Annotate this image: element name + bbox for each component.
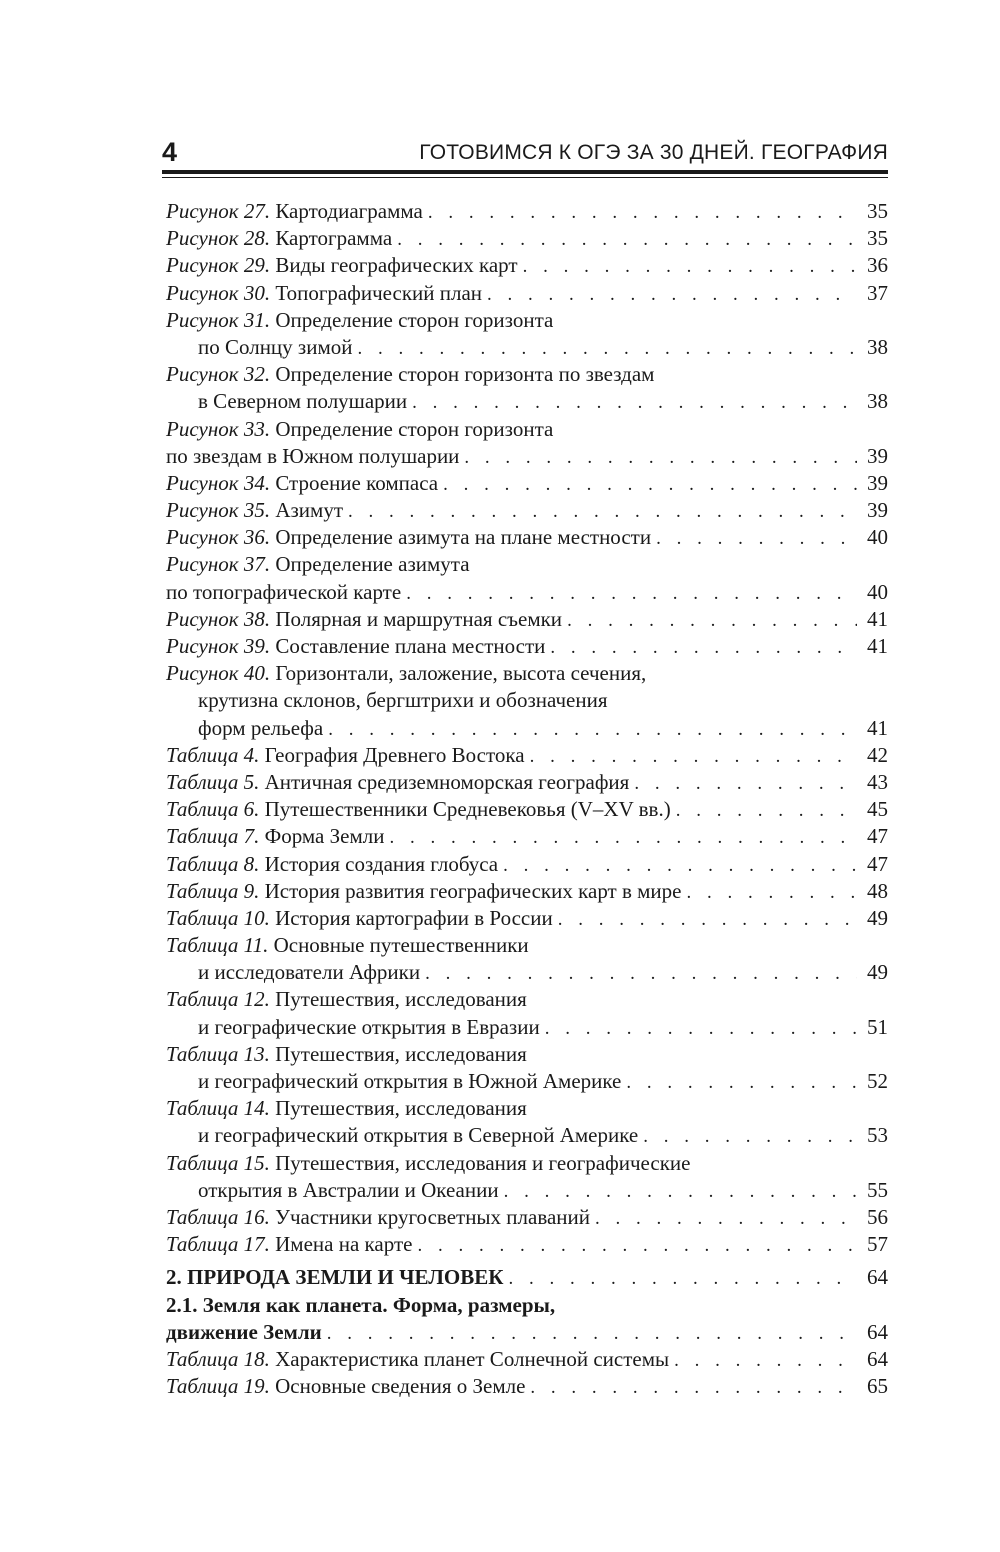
toc-entry-text: Путешествия, исследования bbox=[269, 987, 527, 1012]
toc-entry-text: Характеристика планет Солнечной системы bbox=[269, 1346, 670, 1371]
toc-entry-text: и исследователи Африки bbox=[198, 960, 421, 985]
toc-entry-label: Рисунок 31. bbox=[166, 307, 271, 332]
toc-entry-text: Составление плана местности bbox=[270, 634, 546, 658]
toc-entry-label: Рисунок 33. bbox=[166, 416, 271, 441]
toc-entry-label: Рисунок 30. bbox=[166, 280, 271, 305]
toc-page-number: 39 bbox=[867, 443, 888, 468]
toc-entry-title bbox=[166, 497, 343, 524]
toc-entry-text: Определение сторон горизонта bbox=[270, 416, 554, 441]
toc-entry-text: Определение сторон горизонта по звездам bbox=[270, 362, 655, 387]
toc-entry-title bbox=[198, 1177, 499, 1204]
toc-entry-text: Топографический план bbox=[270, 280, 483, 305]
toc-entry-title bbox=[166, 416, 553, 443]
toc-entry-label: Таблица 11. bbox=[166, 933, 269, 958]
toc-entry-text: История создания глобуса bbox=[259, 851, 499, 876]
toc-entry-text: Античная средиземноморская география bbox=[259, 769, 630, 794]
toc-entry-text: Путешествия, исследования и географические bbox=[269, 1150, 691, 1175]
toc-entry-title bbox=[198, 687, 607, 714]
toc-entry-title bbox=[166, 1346, 669, 1373]
toc-leader-dots bbox=[417, 1232, 857, 1259]
toc-entry-text: по топографической карте bbox=[166, 579, 402, 604]
toc-page-number: 40 bbox=[867, 525, 888, 550]
toc-page-number: 45 bbox=[867, 797, 888, 822]
toc-entry bbox=[166, 416, 888, 443]
toc-entry bbox=[166, 823, 888, 850]
toc-entry bbox=[166, 1292, 888, 1319]
toc-entry bbox=[166, 1231, 888, 1258]
toc-entry-text: крутизна склонов, бергштрихи и обозначения bbox=[198, 688, 608, 713]
toc-entry-title bbox=[166, 769, 629, 796]
toc-leader-dots bbox=[567, 607, 857, 634]
toc-entry-title bbox=[166, 606, 562, 633]
toc-entry bbox=[166, 932, 888, 959]
toc-entry-title bbox=[198, 1068, 621, 1095]
toc-page-number: 35 bbox=[867, 199, 888, 223]
toc-entry bbox=[166, 361, 888, 388]
toc-leader-dots bbox=[328, 716, 857, 743]
toc-entry-text: форм рельефа bbox=[198, 715, 324, 740]
toc-leader-dots bbox=[389, 824, 857, 851]
toc-leader-dots bbox=[530, 743, 857, 770]
toc-entry-title bbox=[166, 932, 529, 959]
toc-entry bbox=[166, 1068, 888, 1095]
toc-leader-dots bbox=[558, 906, 857, 933]
toc-entry bbox=[166, 660, 888, 687]
toc-entry-text: Виды географических карт bbox=[270, 253, 518, 278]
toc-entry-title bbox=[166, 986, 527, 1013]
toc-entry-title bbox=[166, 1041, 527, 1068]
toc-entry-title bbox=[166, 470, 438, 497]
toc-entry-label: Таблица 7. bbox=[166, 824, 260, 849]
toc-page-number: 37 bbox=[867, 280, 888, 305]
toc-entry-label: Таблица 10. bbox=[166, 905, 270, 930]
toc-entry bbox=[166, 905, 888, 932]
toc-page-number: 39 bbox=[867, 498, 888, 523]
toc-leader-dots bbox=[676, 797, 857, 824]
toc-page-number: 36 bbox=[867, 253, 888, 278]
toc-page-number: 38 bbox=[867, 334, 888, 359]
toc-entry bbox=[166, 687, 888, 714]
toc-entry-label: Рисунок 29. bbox=[166, 253, 271, 278]
toc-page-number: 49 bbox=[867, 960, 888, 985]
toc-leader-dots bbox=[595, 1205, 857, 1232]
toc-entry-title bbox=[166, 307, 553, 334]
toc-entry-title bbox=[166, 252, 518, 279]
toc-entry-title bbox=[198, 334, 353, 361]
toc-entry-title bbox=[166, 280, 482, 307]
toc-leader-dots bbox=[464, 444, 857, 471]
toc-page-number: 35 bbox=[867, 226, 888, 251]
toc-entry-label: Рисунок 38. bbox=[166, 606, 271, 631]
toc-page-number: 64 bbox=[867, 1319, 888, 1344]
toc-leader-dots bbox=[674, 1347, 857, 1374]
toc-entry bbox=[166, 1319, 888, 1346]
toc-entry-title bbox=[198, 388, 407, 415]
toc-entry-title bbox=[166, 1264, 503, 1291]
toc-leader-dots bbox=[626, 1069, 857, 1096]
toc-page-number: 56 bbox=[867, 1204, 888, 1229]
toc-leader-dots bbox=[550, 634, 857, 661]
toc-entry bbox=[166, 1346, 888, 1373]
toc-entry bbox=[166, 497, 888, 524]
toc-entry-text: открытия в Австралии и Океании bbox=[198, 1177, 499, 1202]
toc-page-number: 40 bbox=[867, 579, 888, 604]
toc-entry-text: движение Земли bbox=[166, 1319, 322, 1344]
toc-entry-text: Азимут bbox=[270, 498, 343, 523]
toc-entry-title bbox=[166, 198, 423, 225]
toc-page-number: 41 bbox=[867, 715, 888, 740]
toc-entry-text: Путешествия, исследования bbox=[269, 1041, 527, 1066]
toc-entry bbox=[166, 388, 888, 415]
toc-entry-text: История картографии в России bbox=[269, 905, 553, 930]
toc-entry bbox=[166, 280, 888, 307]
toc-entry-title bbox=[166, 443, 459, 470]
toc-page-number: 43 bbox=[867, 769, 888, 794]
toc-page-number: 64 bbox=[867, 1265, 888, 1290]
toc-entry bbox=[166, 470, 888, 497]
toc-entry-label: Таблица 19. bbox=[166, 1374, 270, 1399]
toc-entry-title bbox=[166, 660, 646, 687]
toc-entry-label: Таблица 9. bbox=[166, 878, 260, 903]
toc-page-number: 49 bbox=[867, 905, 888, 930]
toc-entry bbox=[166, 307, 888, 334]
toc-page-number: 64 bbox=[867, 1346, 888, 1371]
toc-entry bbox=[166, 1177, 888, 1204]
toc-entry bbox=[166, 742, 888, 769]
toc-entry-text: Участники кругосветных плаваний bbox=[269, 1204, 591, 1229]
toc-entry-title bbox=[166, 579, 401, 606]
toc-entry-label: Рисунок 37. bbox=[166, 552, 271, 577]
toc-entry-title bbox=[198, 715, 323, 742]
toc-page-number: 55 bbox=[867, 1177, 888, 1202]
toc-entry-title bbox=[166, 823, 384, 850]
toc-entry-label: Таблица 12. bbox=[166, 987, 270, 1012]
toc-page-number: 52 bbox=[867, 1069, 888, 1093]
toc-entry bbox=[166, 443, 888, 470]
toc-leader-dots bbox=[412, 389, 857, 416]
toc-entry bbox=[166, 1204, 888, 1231]
toc-entry bbox=[166, 551, 888, 578]
toc-entry-label: Рисунок 34. bbox=[166, 470, 271, 495]
toc-entry-label: Таблица 5. bbox=[166, 769, 260, 794]
toc-entry-text: 2.1. Земля как планета. Форма, размеры, bbox=[166, 1292, 556, 1317]
toc-entry-label: Таблица 17. bbox=[166, 1232, 270, 1257]
toc-leader-dots bbox=[428, 199, 857, 226]
toc-entry bbox=[166, 198, 888, 225]
toc-entry-title bbox=[198, 1014, 540, 1041]
toc-entry-text: и географический открытия в Северной Америке bbox=[198, 1123, 639, 1148]
toc-leader-dots bbox=[643, 1123, 857, 1150]
toc-entry-title bbox=[166, 851, 498, 878]
page-header bbox=[162, 135, 888, 171]
toc-entry-title bbox=[166, 1319, 322, 1346]
running-title: ГОТОВИМСЯ К ОГЭ ЗА 30 ДНЕЙ. ГЕОГРАФИЯ bbox=[419, 141, 888, 164]
toc-entry-text: по звездам в Южном полушарии bbox=[166, 443, 460, 468]
toc-entry-text: История развития географических карт в мире bbox=[259, 878, 682, 903]
toc-entry-text: Картограмма bbox=[270, 226, 393, 251]
toc-leader-dots bbox=[686, 879, 857, 906]
toc-entry-text: Полярная и маршрутная съемки bbox=[270, 606, 563, 631]
toc-leader-dots bbox=[443, 471, 857, 498]
toc-entry-label: Таблица 4. bbox=[166, 742, 260, 767]
toc-entry-text: Путешественники Средневековья (V–XV вв.) bbox=[259, 797, 671, 822]
toc-entry-text: и географический открытия в Южной Америке bbox=[198, 1069, 622, 1093]
toc-entry-text: Форма Земли bbox=[259, 824, 385, 849]
toc-entry-title bbox=[166, 1095, 527, 1122]
table-of-contents bbox=[166, 198, 888, 1400]
toc-leader-dots bbox=[503, 852, 857, 879]
toc-entry-label: Таблица 6. bbox=[166, 797, 260, 822]
toc-entry-text: 2. ПРИРОДА ЗЕМЛИ И ЧЕЛОВЕК bbox=[166, 1265, 504, 1290]
toc-entry-title bbox=[166, 1292, 555, 1319]
toc-page-number: 57 bbox=[867, 1232, 888, 1257]
toc-leader-dots bbox=[348, 498, 857, 525]
toc-entry-text: Путешествия, исследования bbox=[269, 1096, 527, 1121]
toc-entry-text: Картодиаграмма bbox=[270, 199, 423, 223]
toc-entry bbox=[166, 986, 888, 1013]
toc-entry bbox=[166, 225, 888, 252]
toc-page-number: 42 bbox=[867, 742, 888, 767]
toc-entry-text: и географические открытия в Евразии bbox=[198, 1014, 540, 1039]
toc-entry-title bbox=[166, 225, 392, 252]
toc-entry bbox=[166, 334, 888, 361]
toc-page-number: 38 bbox=[867, 389, 888, 414]
toc-page-number: 65 bbox=[867, 1374, 888, 1399]
toc-page-number: 41 bbox=[867, 634, 888, 658]
toc-page-number: 41 bbox=[867, 606, 888, 631]
toc-page-number: 47 bbox=[867, 824, 888, 849]
toc-entry-text: в Северном полушарии bbox=[198, 389, 408, 414]
toc-entry bbox=[166, 252, 888, 279]
toc-entry bbox=[166, 1122, 888, 1149]
toc-entry bbox=[166, 959, 888, 986]
toc-entry-label: Таблица 16. bbox=[166, 1204, 270, 1229]
toc-entry bbox=[166, 796, 888, 823]
toc-leader-dots bbox=[358, 335, 858, 362]
toc-entry-title bbox=[166, 742, 525, 769]
toc-entry-title bbox=[166, 1373, 525, 1400]
toc-entry-text: по Солнцу зимой bbox=[198, 334, 353, 359]
toc-entry-text: Горизонтали, заложение, высота сечения, bbox=[270, 661, 647, 686]
toc-entry bbox=[166, 1264, 888, 1291]
toc-page-number: 53 bbox=[867, 1123, 888, 1148]
toc-entry bbox=[166, 1373, 888, 1400]
toc-leader-dots bbox=[523, 253, 857, 280]
header-rule-thin bbox=[162, 177, 888, 178]
toc-entry-title bbox=[198, 959, 420, 986]
toc-entry-label: Рисунок 27. bbox=[166, 199, 271, 223]
toc-entry-label: Таблица 15. bbox=[166, 1150, 270, 1175]
toc-entry-label: Рисунок 28. bbox=[166, 226, 271, 251]
toc-entry bbox=[166, 878, 888, 905]
toc-entry-title bbox=[166, 878, 681, 905]
toc-entry bbox=[166, 1041, 888, 1068]
toc-entry-title bbox=[166, 1204, 590, 1231]
toc-entry bbox=[166, 769, 888, 796]
toc-leader-dots bbox=[508, 1265, 857, 1292]
toc-leader-dots bbox=[634, 770, 857, 797]
toc-entry-title bbox=[166, 361, 654, 388]
toc-entry-label: Таблица 14. bbox=[166, 1096, 270, 1121]
toc-entry-label: Рисунок 36. bbox=[166, 525, 271, 550]
toc-entry-label: Рисунок 39. bbox=[166, 634, 271, 658]
toc-entry bbox=[166, 1014, 888, 1041]
toc-entry bbox=[166, 1095, 888, 1122]
toc-leader-dots bbox=[545, 1015, 857, 1042]
toc-entry-label: Таблица 8. bbox=[166, 851, 260, 876]
toc-entry-label: Таблица 13. bbox=[166, 1041, 270, 1066]
toc-entry-text: Основные сведения о Земле bbox=[269, 1374, 526, 1399]
toc-page-number: 39 bbox=[867, 470, 888, 495]
toc-entry-label: Рисунок 35. bbox=[166, 498, 271, 523]
toc-entry-text: Определение сторон горизонта bbox=[270, 307, 554, 332]
toc-page-number: 47 bbox=[867, 851, 888, 876]
toc-leader-dots bbox=[504, 1178, 857, 1205]
toc-leader-dots bbox=[530, 1374, 857, 1401]
toc-entry-title bbox=[166, 905, 553, 932]
toc-entry-text: Строение компаса bbox=[270, 470, 439, 495]
toc-entry bbox=[166, 579, 888, 606]
toc-entry-title bbox=[166, 796, 671, 823]
toc-entry bbox=[166, 1150, 888, 1177]
toc-entry-label: Таблица 18. bbox=[166, 1346, 270, 1371]
toc-entry-text: Основные путешественники bbox=[268, 933, 529, 958]
toc-entry-label: Рисунок 40. bbox=[166, 661, 271, 686]
page-number: 4 bbox=[162, 137, 178, 167]
toc-entry bbox=[166, 851, 888, 878]
toc-leader-dots bbox=[397, 226, 857, 253]
toc-entry-title bbox=[166, 551, 470, 578]
toc-page-number: 51 bbox=[867, 1014, 888, 1039]
toc-entry-label: Рисунок 32. bbox=[166, 362, 271, 387]
toc-entry bbox=[166, 633, 888, 660]
toc-entry bbox=[166, 715, 888, 742]
toc-entry bbox=[166, 606, 888, 633]
toc-entry-title bbox=[166, 1150, 690, 1177]
toc-leader-dots bbox=[425, 960, 857, 987]
header-rule-thick bbox=[162, 170, 888, 174]
toc-entry-title bbox=[166, 1231, 412, 1258]
toc-leader-dots bbox=[656, 525, 857, 552]
toc-entry-title bbox=[198, 1122, 638, 1149]
toc-entry-title bbox=[166, 524, 651, 551]
toc-leader-dots bbox=[327, 1320, 857, 1347]
toc-page-number: 48 bbox=[867, 878, 888, 903]
toc-entry-title bbox=[166, 633, 545, 660]
toc-entry-text: Определение азимута на плане местности bbox=[270, 525, 652, 550]
toc-leader-dots bbox=[487, 281, 857, 308]
toc-leader-dots bbox=[406, 580, 857, 607]
toc-entry-text: Определение азимута bbox=[270, 552, 470, 577]
toc-entry bbox=[166, 524, 888, 551]
toc-entry-text: География Древнего Востока bbox=[259, 742, 525, 767]
toc-entry-text: Имена на карте bbox=[269, 1232, 413, 1257]
